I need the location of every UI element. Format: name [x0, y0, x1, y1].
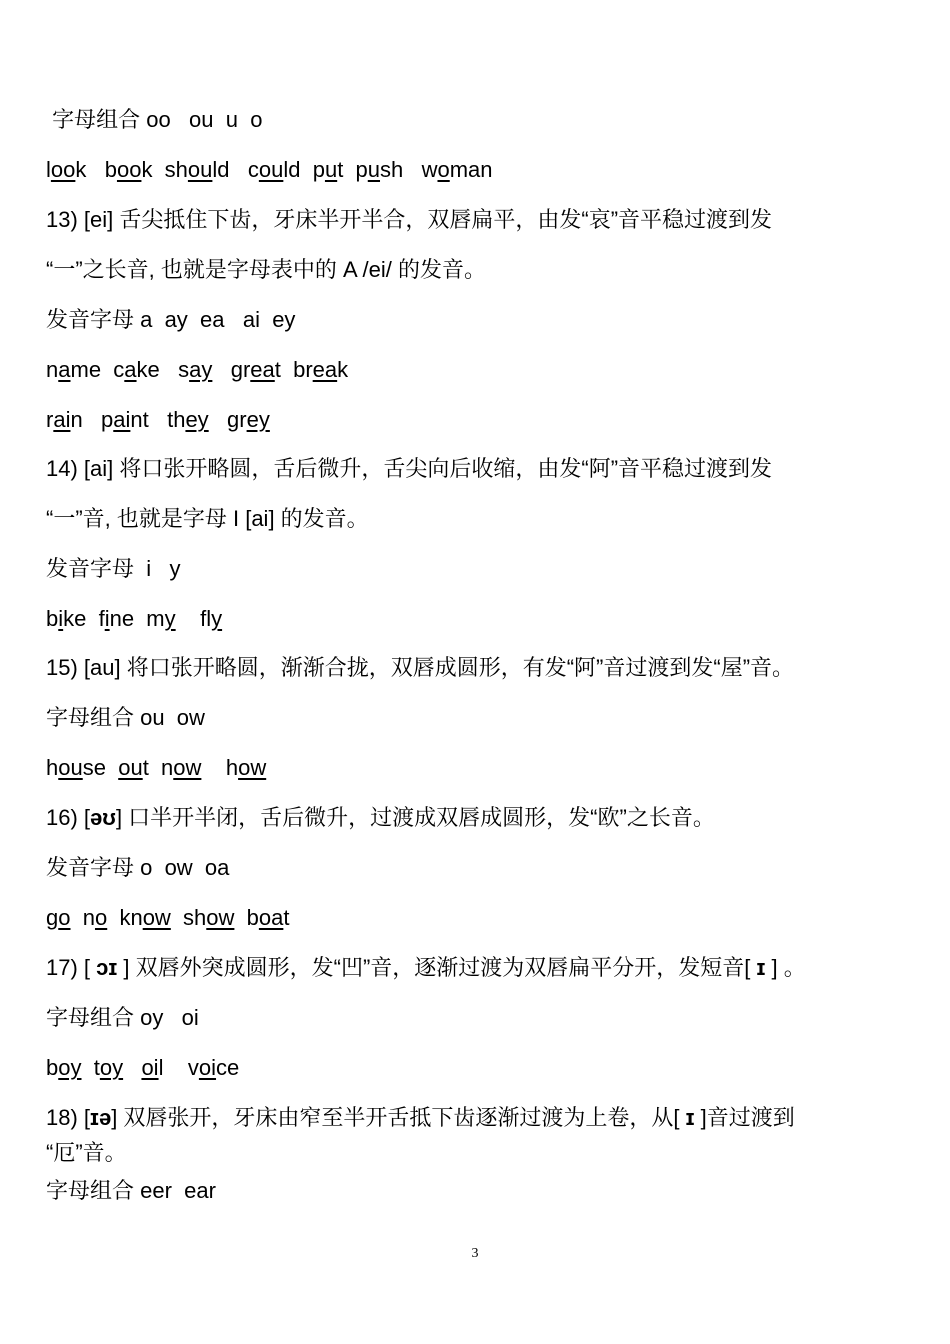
text-segment: ] 双唇外突成圆形，发“凹”音，逐渐过渡为双唇扁平分开，发短音[: [117, 955, 757, 980]
text-segment: l: [46, 157, 51, 182]
text-line: [46, 904, 289, 932]
text-segment: ke s: [136, 357, 190, 382]
text-segment: 发音字母 o ow oa: [46, 855, 230, 880]
text-segment: 17) [: [46, 955, 97, 980]
text-segment: t n: [142, 755, 174, 780]
text-line: [46, 804, 715, 832]
underlined-letters: oi: [198, 1055, 217, 1080]
text-segment: n p: [70, 407, 114, 432]
text-segment: ne m: [109, 606, 165, 631]
text-line: [46, 954, 806, 982]
text-segment: 发音字母 i y: [46, 556, 181, 581]
underlined-letters: y: [211, 606, 223, 631]
underlined-letters: ea: [312, 357, 338, 382]
underlined-letters: oy: [99, 1055, 124, 1080]
text-line: [46, 704, 205, 732]
text-segment: t: [283, 905, 290, 930]
text-line: [46, 555, 180, 583]
text-segment: ] 口半开半闭，舌后微升，过渡成双唇成圆形，发“欧”之长音。: [115, 805, 715, 830]
text-segment: ke f: [63, 606, 105, 631]
underlined-letters: ow: [142, 905, 171, 930]
text-segment: ɔɪ: [96, 955, 118, 980]
text-segment: kn: [107, 905, 143, 930]
text-segment: k sh: [141, 157, 188, 182]
text-line: [46, 206, 772, 234]
text-segment: n: [46, 357, 59, 382]
text-line: [46, 256, 486, 284]
text-segment: 14) [ai] 将口张开略圆，舌后微升，舌尖向后收缩，由发“阿”音平稳过渡到发: [46, 456, 773, 481]
text-segment: nt th: [130, 407, 186, 432]
text-segment: b: [234, 905, 259, 930]
text-segment: ɪ: [685, 1105, 695, 1130]
text-line: [46, 605, 222, 633]
text-segment: 13) [ei] 舌尖抵住下齿，牙床半开半合，双唇扁平，由发“哀”音平稳过渡到发: [46, 207, 773, 232]
underlined-letters: ow: [238, 755, 267, 780]
text-segment: h: [46, 755, 59, 780]
text-segment: gr: [212, 357, 251, 382]
text-segment: “一”音, 也就是字母 I [ai] 的发音。: [46, 506, 369, 531]
underlined-letters: ea: [250, 357, 275, 382]
underlined-letters: oo: [116, 157, 142, 182]
underlined-letters: o: [58, 905, 71, 930]
text-segment: 字母组合 oo ou u o: [46, 107, 263, 132]
text-segment: sh: [170, 905, 207, 930]
underlined-letters: oy: [58, 1055, 82, 1080]
underlined-letters: ou: [258, 157, 284, 182]
text-segment: ɪə: [90, 1105, 112, 1130]
underlined-letters: y: [164, 606, 176, 631]
underlined-letters: o: [437, 157, 450, 182]
text-segment: “一”之长音, 也就是字母表中的 A /ei/ 的发音。: [46, 257, 487, 282]
underlined-letters: ey: [185, 407, 209, 432]
text-line: [46, 455, 772, 483]
underlined-letters: a: [124, 357, 137, 382]
text-segment: h: [201, 755, 239, 780]
text-line: [46, 1104, 795, 1132]
page-number: 3: [471, 1246, 479, 1261]
text-line: [46, 1177, 216, 1205]
text-segment: l v: [158, 1055, 199, 1080]
text-line: [46, 505, 369, 533]
text-line: [46, 356, 348, 384]
text-segment: se: [82, 755, 119, 780]
underlined-letters: ow: [206, 905, 235, 930]
text-segment: 发音字母 a ay ea ai ey: [46, 307, 296, 332]
text-line: [46, 106, 262, 134]
underlined-letters: u: [367, 157, 381, 182]
text-line: [46, 1004, 199, 1032]
text-segment: k b: [75, 157, 117, 182]
text-segment: ce: [216, 1055, 240, 1080]
text-line: [46, 406, 270, 434]
underlined-letters: oa: [258, 905, 284, 930]
text-segment: ld c: [212, 157, 259, 182]
underlined-letters: ey: [246, 407, 270, 432]
text-line: [46, 654, 794, 682]
underlined-letters: oi: [141, 1055, 159, 1080]
text-segment: man: [449, 157, 493, 182]
underlined-letters: a: [58, 357, 71, 382]
text-segment: fl: [175, 606, 212, 631]
text-line: [46, 156, 493, 184]
text-line: [46, 306, 295, 334]
text-segment: g: [46, 905, 59, 930]
text-line: [46, 754, 266, 782]
text-segment: b: [46, 1055, 59, 1080]
text-segment: r: [46, 407, 54, 432]
text-segment: gr: [208, 407, 247, 432]
text-segment: 16) [: [46, 805, 91, 830]
text-segment: t br: [274, 357, 313, 382]
text-segment: 字母组合 ou ow: [46, 705, 205, 730]
underlined-letters: ay: [189, 357, 213, 382]
underlined-letters: ai: [113, 407, 131, 432]
text-segment: “厄”音。: [46, 1140, 127, 1165]
underlined-letters: ou: [118, 755, 143, 780]
underlined-letters: ou: [187, 157, 213, 182]
underlined-letters: ow: [173, 755, 202, 780]
text-segment: me c: [70, 357, 125, 382]
text-line: [46, 1054, 239, 1082]
text-segment: əʊ: [90, 805, 116, 830]
text-segment: ] 双唇张开，牙床由窄至半开舌抵下齿逐渐过渡为上卷，从[: [111, 1105, 686, 1130]
text-line: [46, 854, 229, 882]
text-segment: ld p: [283, 157, 325, 182]
text-segment: b: [46, 606, 59, 631]
text-segment: ɪ: [756, 955, 766, 980]
text-segment: 字母组合 oy oi: [46, 1005, 199, 1030]
text-segment: k: [337, 357, 349, 382]
text-segment: n: [70, 905, 95, 930]
underlined-letters: o: [94, 905, 108, 930]
underlined-letters: i: [104, 606, 110, 631]
text-line: [46, 1139, 127, 1167]
text-segment: 15) [au] 将口张开略圆，渐渐合拢，双唇成圆形，有发“阿”音过渡到发“屋”音。: [46, 655, 795, 680]
text-segment: t p: [337, 157, 368, 182]
text-segment: ] 。: [765, 955, 806, 980]
underlined-letters: oo: [50, 157, 76, 182]
text-segment: t: [81, 1055, 100, 1080]
text-segment: ]音过渡到: [694, 1105, 795, 1130]
underlined-letters: ou: [58, 755, 83, 780]
text-segment: 18) [: [46, 1105, 91, 1130]
underlined-letters: ai: [53, 407, 71, 432]
text-segment: [123, 1055, 141, 1080]
text-segment: sh w: [380, 157, 438, 182]
text-segment: 字母组合 eer ear: [46, 1178, 216, 1203]
underlined-letters: u: [324, 157, 338, 182]
underlined-letters: i: [58, 606, 64, 631]
